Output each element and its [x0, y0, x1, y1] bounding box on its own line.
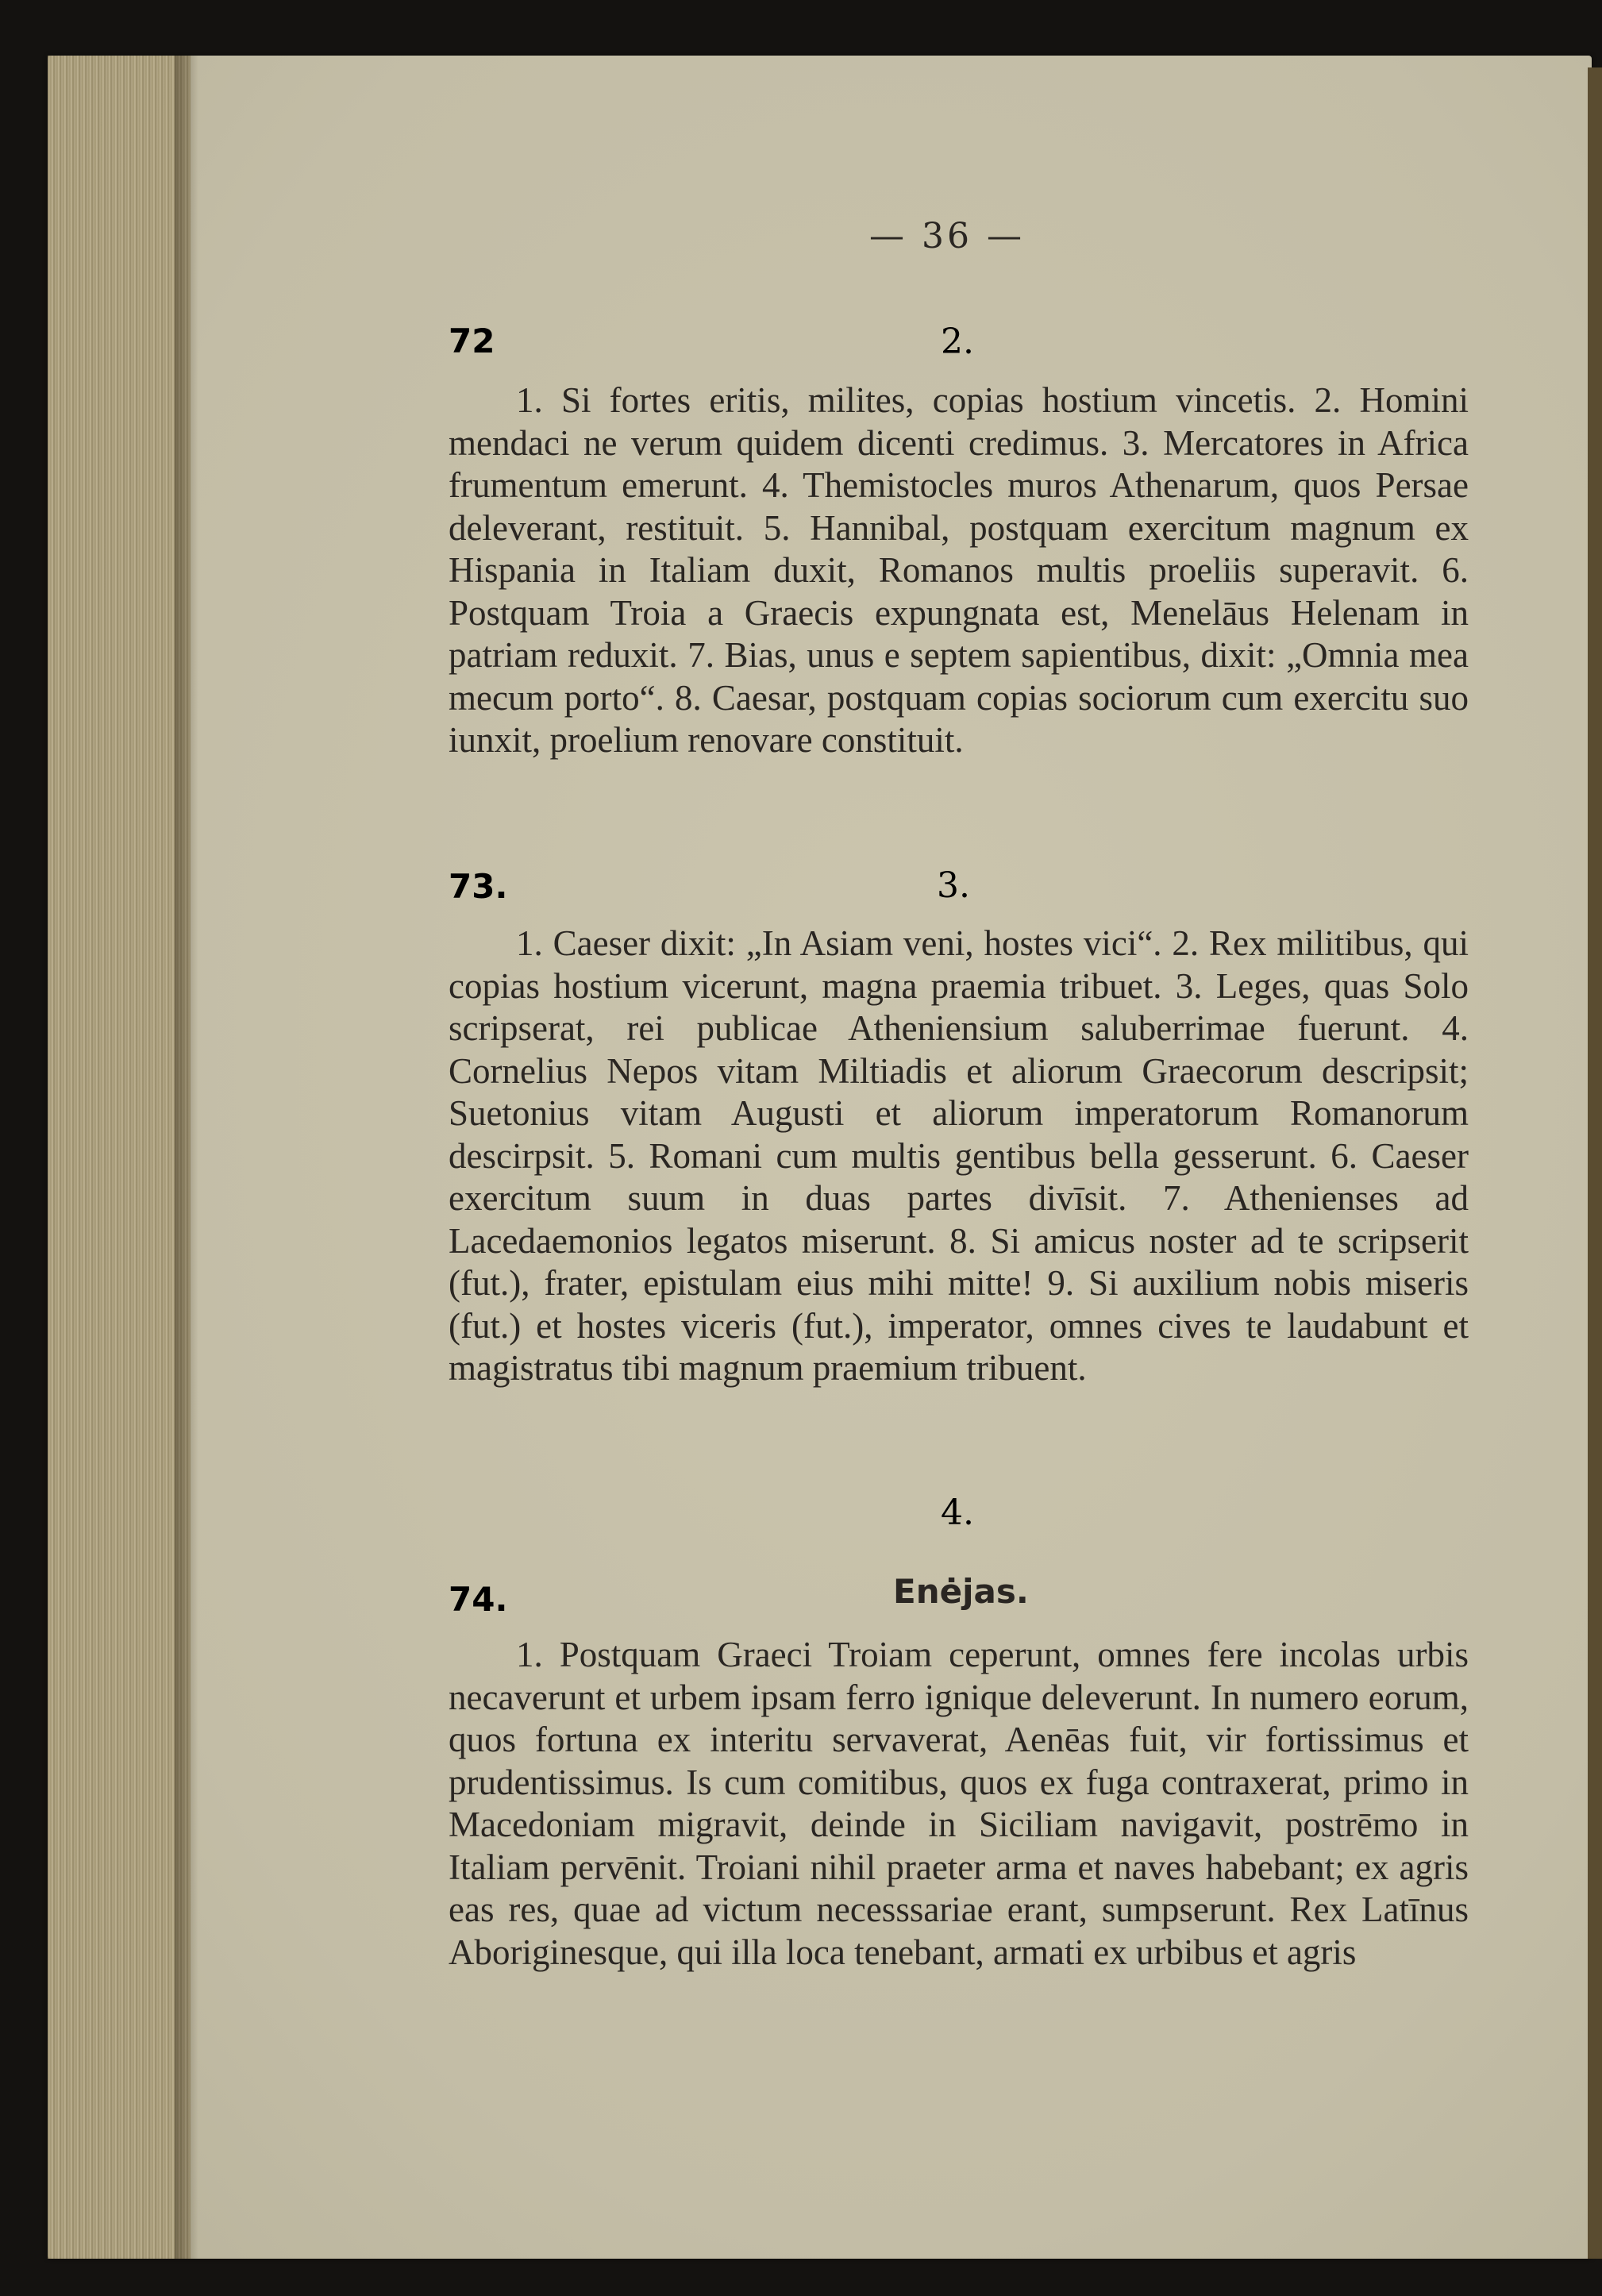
page-number: — 36 — [869, 216, 1025, 256]
section-number: 4. [941, 1493, 974, 1533]
right-page-edge [1588, 67, 1602, 2259]
section-number: 2. [941, 322, 974, 362]
exercise-number: 74. [449, 1580, 508, 1619]
exercise-number: 72 [449, 322, 495, 360]
binding-shadow [175, 56, 198, 2259]
exercise-text: 1. Postquam Graeci Troiam ceperunt, omnes fere incolas urbis necaverunt et urbem ipsam ferro ignique deleverunt. In numero eorum, quos fortuna ex interitu servaverat, Aenēas fuit, vir fortissimus et prudentissimus. Is cum comitibus, quos ex fuga contraxerat, primo in Macedoniam migravit, deinde in Siciliam navigavit, postrēmo in Italiam pervēnit. Troiani nihil praeter arma et naves habebant; ex agris eas res, quae ad victum necesssariae erant, sumpserunt. Rex Latīnus Aboriginesque, qui illa loca tenebant, armati ex urbibus et agris [449, 1635, 1469, 1972]
section-number: 3. [937, 865, 970, 906]
exercise-text: 1. Si fortes eritis, milites, copias hostium vincetis. 2. Homini mendaci ne verum quidem dicenti credimus. 3. Mercatores in Africa frumentum emerunt. 4. Themistocles muros Athenarum, quos Persae deleverant, restituit. 5. Hannibal, postquam exercitum magnum ex Hispania in Italiam duxit, Romanos multis proeliis superavit. 6. Postquam Troia a Graecis expungnata est, Menelāus Helenam in patriam reduxit. 7. Bias, unus e septem sapientibus, dixit: „Omnia mea mecum porto“. 8. Caesar, postquam copias sociorum cum exercitu suo iunxit, proelium renovare constituit. [449, 380, 1469, 760]
exercise-number: 73. [449, 867, 508, 906]
exercise-text: 1. Caeser dixit: „In Asiam veni, hostes vici“. 2. Rex militibus, qui copias hostium vicerunt, magna praemia tribuet. 3. Leges, quas Solo scripserat, rei publicae Atheniensium saluberrimae fuerunt. 4. Cornelius Nepos vitam Miltiadis et aliorum Graecorum descripsit; Suetonius vitam Augusti et aliorum imperatorum Romanorum descirpsit. 5. Romani cum multis gentibus bella gesserunt. 6. Caeser exercitum suum in duas partes divīsit. 7. Athenienses ad Lacedaemonios legatos miserunt. 8. Si amicus noster ad te scripserit (fut.), frater, epistulam eius mihi mitte! 9. Si auxilium nobis miseris (fut.) et hostes viceris (fut.), imperator, omnes cives te laudabunt et magistratus tibi magnum praemium tribuent. [449, 923, 1469, 1388]
page-edges [48, 56, 191, 2259]
exercise-title: Enėjas. [893, 1572, 1029, 1611]
